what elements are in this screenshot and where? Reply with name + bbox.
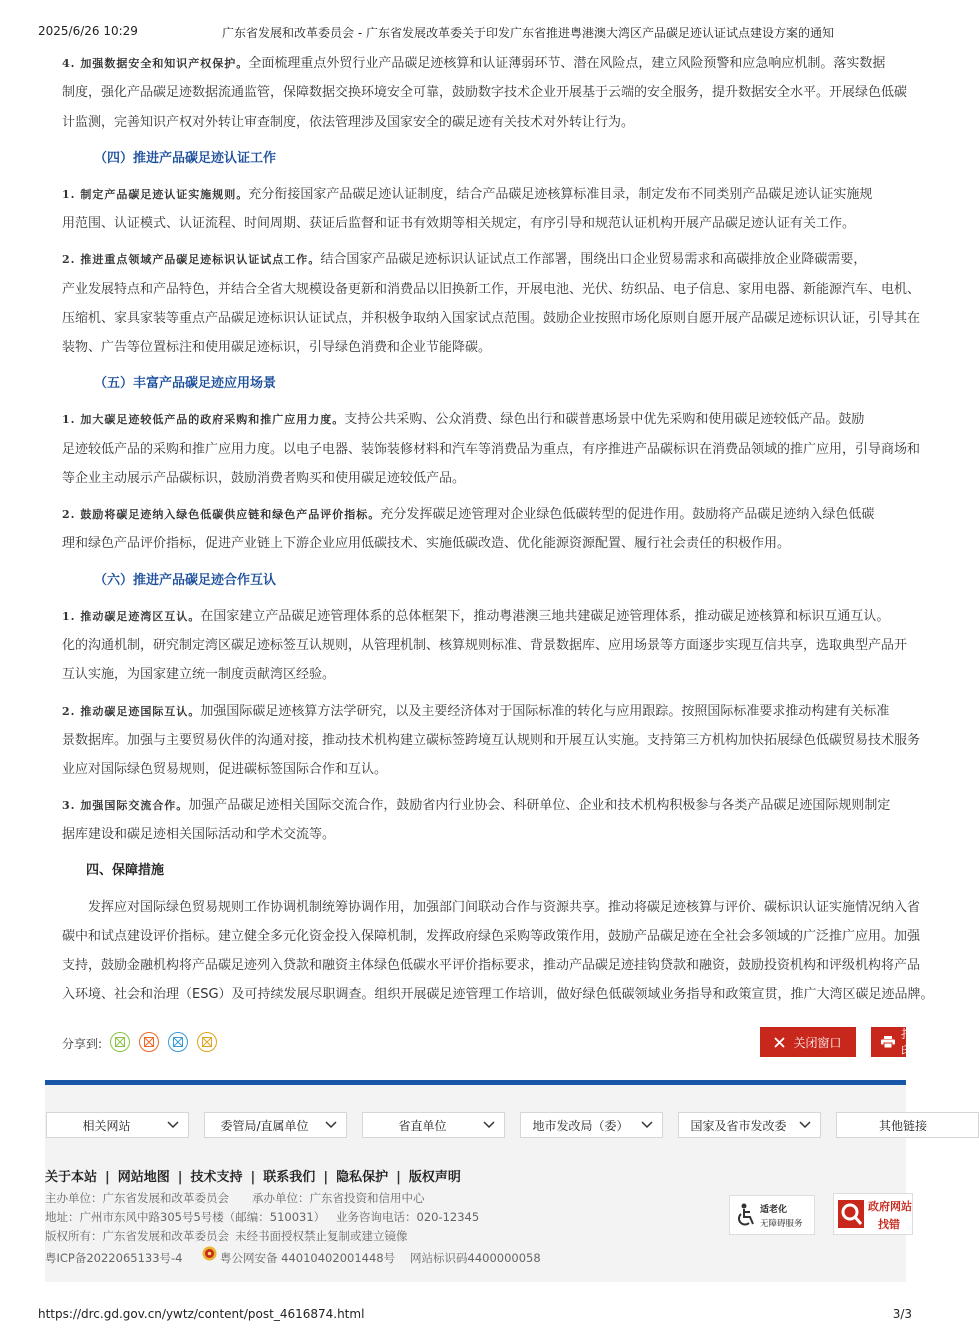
copyright-link[interactable]: 版权声明: [408, 1170, 461, 1185]
police-record-text[interactable]: 粤公网安备 44010402001448号: [220, 1251, 396, 1265]
article-body: [62, 0, 934, 1070]
print-footer: [38, 1307, 912, 1323]
privacy-link[interactable]: 隐私保护: [336, 1170, 389, 1185]
paragraph-line: 3. 加强国际交流合作。加强产品碳足迹相关国际交流合作，鼓励省内行业协会、科研单位、企业和技术机构积极参与各类产品碳足迹国际规则制定: [62, 798, 891, 813]
sitemap-link[interactable]: 网站地图: [117, 1170, 170, 1185]
paragraph-line: 制度，强化产品碳足迹数据流通监管，保障数据交换环境安全可靠，鼓励数字技术企业开展基于云端的安全服务，提升数据安全水平。开展绿色低碳: [62, 85, 908, 100]
footer-links: 关于本站 | 网站地图 | 技术支持 | 联系我们 | 隐私保护 | 版权声明: [45, 1170, 461, 1185]
provincial-units-select[interactable]: 省直单位: [362, 1112, 505, 1138]
paragraph-line: 2. 推动碳足迹国际互认。加强国际碳足迹核算方法学研究，以及主要经济体对于国际标准的转化与应用跟踪。按照国际标准要求推动构建有关标准: [62, 704, 890, 719]
elderly-accessibility-badge[interactable]: [729, 1195, 815, 1235]
copyright-text: 版权所有：广东省发展和改革委员会: [45, 1229, 229, 1243]
city-drc-select[interactable]: 地市发改局（委）: [520, 1112, 663, 1138]
paragraph-line: 景数据库。加强与主要贸易伙伴的沟通对接，推动技术机构建立碳标签跨境互认规则和开展互认实施。支持第三方机构加快拓展绿色低碳贸易技术服务: [62, 733, 921, 748]
qzone-icon[interactable]: [197, 1032, 217, 1052]
share-label: 分享到:: [62, 1037, 103, 1051]
item-lead: 2. 鼓励将碳足迹纳入绿色低碳供应链和绿色产品评价指标。: [62, 508, 381, 521]
gov-site-error-badge[interactable]: [833, 1193, 913, 1235]
site-id-text: 网站标识码4400000058: [410, 1251, 541, 1265]
item-lead: 4. 加强数据安全和知识产权保护。: [62, 57, 249, 70]
section-heading: （四）推进产品碳足迹认证工作: [94, 151, 277, 166]
paragraph-line: 4. 加强数据安全和知识产权保护。全面梳理重点外贸行业产品碳足迹核算和认证薄弱环节、潜在风险点，建立风险预警和应急响应机制。落实数据: [62, 56, 886, 71]
paragraph-line: 计监测，完善知识产权对外转让审查制度，依法管理涉及国家安全的碳足迹有关技术对外转让行为。: [62, 115, 635, 130]
section-heading: （六）推进产品碳足迹合作互认: [94, 573, 277, 588]
print-url: https://drc.gd.gov.cn/ywtz/content/post_4616874.html: [38, 1307, 365, 1321]
paragraph-line: 支持，鼓励金融机构将产品碳足迹列入贷款和融资主体绿色低碳水平评价指标要求，推动产品碳足迹挂钩贷款和融资，鼓励投资机构和评级机构将产品: [62, 958, 921, 973]
contact-link[interactable]: 联系我们: [263, 1170, 316, 1185]
paragraph-line: 1. 推动碳足迹湾区互认。在国家建立产品碳足迹管理体系的总体框架下，推动粤港澳三地共建碳足迹管理体系，推动碳足迹核算和标识互通互认。: [62, 609, 890, 624]
other-links-select[interactable]: 其他链接: [836, 1112, 979, 1138]
footer-accent-bar: [45, 1080, 906, 1085]
close-window-label: 关闭窗口: [793, 1035, 842, 1050]
address-text: 地址：广州市东风中路305号5号楼（邮编：510031）: [45, 1210, 326, 1224]
about-link[interactable]: 关于本站: [45, 1170, 98, 1185]
paragraph-line: 1. 加大碳足迹较低产品的政府采购和推广应用力度。支持公共采购、公众消费、绿色出行和碳普惠场景中优先采购和使用碳足迹较低产品。鼓励: [62, 412, 865, 427]
paragraph-line: 业应对国际绿色贸易规则，促进碳标签国际合作和互认。: [62, 762, 388, 777]
print-page-number: 3/3: [892, 1307, 912, 1321]
item-lead: 1. 推动碳足迹湾区互认。: [62, 610, 201, 623]
paragraph-line: 产业发展特点和产品特色，并结合全省大规模设备更新和消费品以旧换新工作，开展电池、光伏、纺织品、电子信息、家用电器、新能源汽车、电机、: [62, 282, 921, 297]
national-drc-select[interactable]: 国家及省市发改委: [678, 1112, 821, 1138]
tech-support-link[interactable]: 技术支持: [190, 1170, 243, 1185]
chevron-down-icon: [798, 1117, 812, 1133]
item-lead: 2. 推动碳足迹国际互认。: [62, 705, 201, 718]
chevron-down-icon: [166, 1117, 180, 1133]
paragraph-line: 互认实施，为国家建立统一制度贡献湾区经验。: [62, 667, 336, 682]
print-page-title: 广东省发展和改革委员会 - 广东省发展改革委关于印发广东省推进粤港澳大湾区产品碳足迹认证试点建设方案的通知: [222, 26, 834, 40]
magnifier-icon: [838, 1198, 866, 1230]
chevron-down-icon: [482, 1117, 496, 1133]
paragraph-line: 入环境、社会和治理（ESG）及可持续发展尽职调查。组织开展碳足迹管理工作培训，做好绿色低碳领域业务指导和政策宣贯，推广大湾区碳足迹品牌。: [62, 987, 934, 1002]
weibo-icon[interactable]: [139, 1032, 159, 1052]
close-window-button[interactable]: [760, 1027, 856, 1057]
section-heading: （五）丰富产品碳足迹应用场景: [94, 376, 277, 391]
site-footer: [45, 1080, 928, 1282]
qq-icon[interactable]: [168, 1032, 188, 1052]
sponsor-text: 主办单位：广东省发展和改革委员会: [45, 1191, 229, 1205]
paragraph-line: 2. 推进重点领域产品碳足迹标识认证试点工作。结合国家产品碳足迹标识认证试点工作部署，围绕出口企业贸易需求和高碳排放企业降碳需要，: [62, 252, 867, 267]
paragraph-line: 足迹较低产品的采购和推广应用力度。以电子电器、装饰装修材料和汽车等消费品为重点，有序推进产品碳标识在消费品领域的推广应用，引导商场和: [62, 442, 921, 457]
hotline-text: 业务咨询电话：020-12345: [336, 1210, 480, 1224]
paragraph-line: 用范围、认证模式、认证流程、时间周期、获证后监督和证书有效期等相关规定，有序引导和规范认证机构开展产品碳足迹认证有关工作。: [62, 216, 856, 231]
print-label: 打印: [901, 1027, 914, 1058]
elderly-badge-bottom: 无障碍服务: [760, 1219, 803, 1229]
icp-text[interactable]: 粤ICP备2022065133号-4: [45, 1251, 183, 1265]
paragraph-line: 装物、广告等位置标注和使用碳足迹标识，引导绿色消费和企业节能降碳。: [62, 340, 492, 355]
paragraph-line: 据库建设和碳足迹相关国际活动和学术交流等。: [62, 827, 336, 842]
mirror-notice-text: 未经书面授权禁止复制或建立镜像: [235, 1229, 408, 1243]
accessibility-icon: [736, 1203, 758, 1229]
paragraph-line: 碳中和试点建设评价指标。建立健全多元化资金投入保障机制，发挥政府绿色采购等政策作用，鼓励产品碳足迹在全社会多领域的广泛推广应用。加强: [62, 929, 921, 944]
paragraph-line: 理和绿色产品评价指标，促进产业链上下游企业应用低碳技术、实施低碳改造、优化能源资源配置、履行社会责任的积极作用。: [62, 536, 791, 551]
paragraph-line: 发挥应对国际绿色贸易规则工作协调机制统筹协调作用，加强部门间联动合作与资源共享。推动将碳足迹核算与评价、碳标识认证实施情况纳入省: [88, 900, 921, 915]
paragraph-line: 等企业主动展示产品碳标识，鼓励消费者购买和使用碳足迹较低产品。: [62, 471, 466, 486]
chevron-down-icon: [640, 1117, 654, 1133]
close-icon: [774, 1037, 785, 1048]
section-heading: 四、保障措施: [86, 863, 165, 878]
gov-badge-top: 政府网站: [868, 1200, 912, 1213]
gov-badge-bottom: 找错: [878, 1218, 900, 1231]
item-lead: 3. 加强国际交流合作。: [62, 799, 189, 812]
paragraph-line: 压缩机、家具家装等重点产品碳足迹标识认证试点，并积极争取纳入国家试点范围。鼓励企业按照市场化原则自愿开展产品碳足迹标识认证，引导其在: [62, 311, 921, 326]
print-datetime: 2025/6/26 10:29: [38, 24, 138, 38]
paragraph-line: 2. 鼓励将碳足迹纳入绿色低碳供应链和绿色产品评价指标。充分发挥碳足迹管理对企业绿色低碳转型的促进作用。鼓励将产品碳足迹纳入绿色低碳: [62, 507, 875, 522]
item-lead: 2. 推进重点领域产品碳足迹标识认证试点工作。: [62, 253, 321, 266]
printer-icon: [881, 1036, 895, 1048]
related-sites-select[interactable]: 相关网站: [46, 1112, 189, 1138]
police-emblem-icon: [202, 1246, 217, 1261]
print-button[interactable]: [871, 1027, 914, 1058]
organizer-text: 承办单位：广东省投资和信用中心: [252, 1191, 425, 1205]
elderly-badge-top: 适老化: [760, 1205, 788, 1215]
chevron-down-icon: [324, 1117, 338, 1133]
item-lead: 1. 制定产品碳足迹认证实施规则。: [62, 188, 249, 201]
item-lead: 1. 加大碳足迹较低产品的政府采购和推广应用力度。: [62, 413, 345, 426]
wechat-icon[interactable]: [110, 1032, 130, 1052]
paragraph-line: 化的沟通机制，研究制定湾区碳足迹标签互认规则，从管理机制、核算规则标准、背景数据库、应用场景等方面逐步实现互信共享，选取典型产品开: [62, 638, 908, 653]
affiliated-units-select[interactable]: 委管局/直属单位: [204, 1112, 347, 1138]
paragraph-line: 1. 制定产品碳足迹认证实施规则。充分衔接国家产品碳足迹认证制度，结合产品碳足迹核算标准目录，制定发布不同类别产品碳足迹认证实施规: [62, 187, 873, 202]
